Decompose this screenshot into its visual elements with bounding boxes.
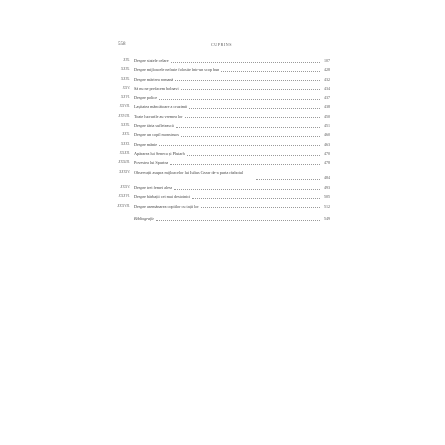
bibliography-page-number: 549 <box>324 215 330 221</box>
toc-entry <box>0 104 445 113</box>
chapter-numeral: XIX. <box>123 58 130 62</box>
entry-body <box>134 170 330 180</box>
chapter-page-number: 450 <box>324 113 330 119</box>
dot-leader <box>256 170 320 180</box>
chapter-title: Observații asupra mijloacelor lui Iulius Cezar de-a purta războiul <box>134 169 244 175</box>
dot-leader <box>159 95 320 100</box>
chapter-title: Despre trei femei alese <box>134 185 173 191</box>
chapter-page-number: 505 <box>324 194 330 200</box>
chapter-numeral: XXXV. <box>120 185 130 190</box>
dot-leader <box>171 58 320 63</box>
entry-body <box>134 104 330 109</box>
chapter-numeral: XXXI. <box>120 141 130 146</box>
toc-entry <box>0 58 445 67</box>
chapter-numeral: XXIX. <box>120 123 130 128</box>
chapter-page-number: 438 <box>324 104 330 110</box>
toc-entry <box>0 204 445 213</box>
toc-entry <box>0 160 445 169</box>
entry-body <box>134 67 330 72</box>
chapter-page-number: 512 <box>324 203 330 209</box>
chapter-numeral: XXVI. <box>120 95 130 100</box>
dot-leader <box>159 142 320 147</box>
chapter-numeral: XXXVII. <box>117 203 130 208</box>
chapter-page-number: 437 <box>324 95 330 101</box>
chapter-title: Despre mijloacele nefaste folosite într-un scop bun <box>134 67 220 73</box>
chapter-page-number: 493 <box>324 185 330 191</box>
chapter-numeral: XXXVI. <box>118 194 130 199</box>
page-number: 558 <box>118 42 126 47</box>
entry-body <box>134 132 330 137</box>
dot-leader <box>201 204 320 209</box>
entry-body <box>134 204 330 209</box>
entry-body <box>134 142 330 147</box>
chapter-numeral: XXVII. <box>119 104 130 109</box>
chapter-title: Povestea lui Spurina <box>134 160 169 166</box>
chapter-page-number: 460 <box>324 132 330 138</box>
dot-leader <box>170 160 320 165</box>
chapter-page-number: 451 <box>324 123 330 129</box>
entry-body <box>134 77 330 82</box>
chapter-numeral: XXIX. <box>120 76 130 81</box>
chapter-page-number: 478 <box>324 160 330 166</box>
dot-leader <box>156 216 320 221</box>
chapter-numeral: XXVIII. <box>118 113 130 118</box>
dot-leader <box>176 123 320 128</box>
chapter-numeral: XXXIV. <box>118 169 130 174</box>
toc-entry <box>0 95 445 104</box>
chapter-title: Despre mânie <box>134 141 158 147</box>
chapter-title: Să nu ne prefacem bolnavi <box>134 85 179 91</box>
chapter-page-number: 432 <box>324 76 330 82</box>
dot-leader <box>192 194 320 199</box>
entry-body <box>134 58 330 63</box>
entry-body <box>134 123 330 128</box>
chapter-title: Despre mărirea romană <box>134 76 174 82</box>
chapter-title: Despre statele celare <box>134 58 169 63</box>
chapter-page-number: 107 <box>324 58 330 63</box>
dot-leader <box>221 67 320 72</box>
entry-body <box>134 194 330 199</box>
toc-entry <box>0 194 445 203</box>
dot-leader <box>187 151 320 156</box>
chapter-page-number: 470 <box>324 150 330 156</box>
running-title: CUPRINS <box>211 42 233 47</box>
chapter-title: Despre tăria sufletească <box>134 123 174 129</box>
chapter-numeral: XXXII. <box>119 150 130 155</box>
chapter-numeral: XXIX. <box>120 67 130 72</box>
toc-entry-bibliography <box>0 216 445 225</box>
page-header <box>0 42 445 52</box>
dot-leader <box>181 132 320 137</box>
toc-entry <box>0 114 445 123</box>
entry-body <box>134 86 330 91</box>
dot-leader <box>181 86 320 91</box>
chapter-page-number: 484 <box>324 174 330 180</box>
entry-body <box>134 95 330 100</box>
entry-body <box>134 216 330 221</box>
chapter-title: Despre asemănarea copiilor cu tații lor <box>134 203 199 209</box>
chapter-numeral: XXXIII. <box>118 160 130 165</box>
table-of-contents <box>0 58 445 225</box>
chapter-numeral: XXX. <box>122 132 130 137</box>
bibliography-title: Bibliografie <box>134 215 155 221</box>
toc-entry <box>0 142 445 151</box>
chapter-page-number: 434 <box>324 85 330 91</box>
toc-entry <box>0 77 445 86</box>
entry-body <box>134 151 330 156</box>
entry-body <box>134 185 330 190</box>
entry-body <box>134 114 330 119</box>
dot-leader <box>174 185 320 190</box>
chapter-numeral: XXV. <box>122 85 130 90</box>
chapter-title: Despre police <box>134 95 158 101</box>
chapter-title: Despre bărbații cei mai destoinici <box>134 194 191 200</box>
toc-entry <box>0 170 445 186</box>
dot-leader <box>175 77 320 82</box>
chapter-page-number: 463 <box>324 141 330 147</box>
chapter-page-number: 428 <box>324 67 330 73</box>
toc-entry <box>0 67 445 76</box>
dot-leader <box>189 104 320 109</box>
chapter-title: Despre un copil monstruos <box>134 132 180 138</box>
chapter-title: Lașitatea mâncătoare a cruzimii <box>134 104 188 110</box>
chapter-title: Toate lucrurile au vremea lor <box>134 113 183 119</box>
toc-entry <box>0 123 445 132</box>
toc-entry <box>0 132 445 141</box>
dot-leader <box>185 114 320 119</box>
chapter-title: Apărarea lui Seneca și Plutarh <box>134 150 185 156</box>
toc-entry <box>0 151 445 160</box>
entry-body <box>134 160 330 165</box>
toc-entry <box>0 185 445 194</box>
toc-entry <box>0 86 445 95</box>
